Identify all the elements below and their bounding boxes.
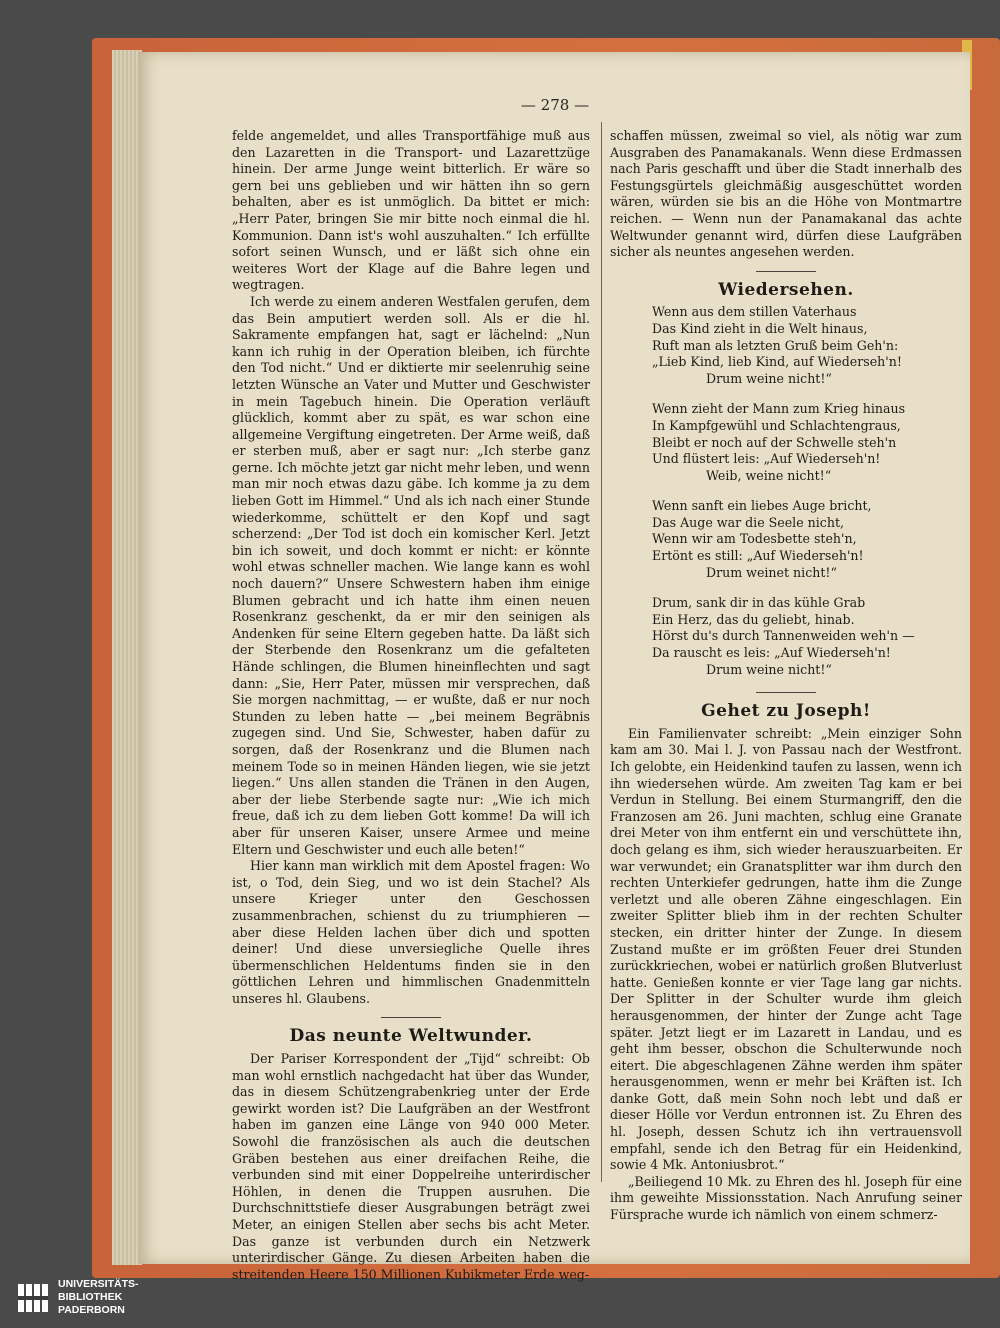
poem-line: Wenn sanft ein liebes Auge bricht,: [652, 498, 872, 514]
paragraph: „Beiliegend 10 Mk. zu Ehren des hl. Joseph für eine ihm geweihte Missionsstation. Nach Anrufung seiner Fürsprache wurde ich nämlich von einem schmerz-: [610, 1173, 962, 1223]
poem-line: Drum weinet nicht!“: [706, 564, 837, 580]
article-heading: Das neunte Weltwunder.: [289, 1026, 533, 1047]
paragraph: schaffen müssen, zweimal so viel, als nötig war zum Ausgraben des Panamakanals. Wenn diese Erdmassen nach Paris geschafft und über die Stadt innerhalb des Festungsgürtels gleichmäßig ausgeschüttet worden wären, würden sie bis an die Höhe von Montmartre reichen. — Wenn nun der Panamakanal das achte Weltwunder genannt wird, dürfen diese Laufgräben sicher als neuntes angesehen werden.: [610, 128, 962, 260]
logo-line: BIBLIOTHEK: [58, 1291, 123, 1303]
page-number: — 278 —: [520, 96, 590, 114]
poem-stanza: [652, 498, 962, 581]
separator: [381, 1017, 441, 1018]
paragraph: Hier kann man wirklich mit dem Apostel fragen: Wo ist, o Tod, dein Sieg, und wo ist dein Stachel? Als unsere Krieger unter den Geschossen zusammenbrachen, schienst du zu triumphieren — aber diese Helden lachen über dich und spotten deiner! Und diese unversiegliche Quelle ihres übermenschlichen Heldentums finden sie in den göttlichen Lehren und himmlischen Gnadenmitteln unseres hl. Glaubens.: [232, 858, 590, 1006]
poem-stanza: [652, 595, 962, 678]
separator: [756, 692, 816, 693]
poem-line: Drum weine nicht!“: [706, 661, 832, 677]
right-column: [610, 128, 962, 1224]
poem-line: Ertönt es still: „Auf Wiederseh'n!: [652, 548, 864, 564]
separator: [756, 271, 816, 272]
poem-line: Weib, weine nicht!“: [706, 467, 832, 483]
logo-line: UNIVERSITÄTS-: [58, 1278, 139, 1290]
poem-line: Da rauscht es leis: „Auf Wiederseh'n!: [652, 645, 891, 661]
poem-line: Wenn aus dem stillen Vaterhaus: [652, 304, 857, 320]
poem-line: Und flüstert leis: „Auf Wiederseh'n!: [652, 451, 881, 467]
poem-line: Ruft man als letzten Gruß beim Geh'n:: [652, 337, 899, 353]
poem-line: Ein Herz, das du geliebt, hinab.: [652, 611, 855, 627]
poem: [652, 304, 962, 678]
paragraph: Ich werde zu einem anderen Westfalen gerufen, dem das Bein amputiert werden soll. Als er die hl. Sakramente empfangen hat, sagt er lächelnd: „Nun kann ich ruhig in der Operation bleiben, ich fürchte den Tod nicht.“ Und er diktierte mir seelenruhig seine letzten Wünsche an Vater und Mutter und Geschwister in mein Tagebuch hinein. Die Operation verläuft glücklich, kommt aber zu spät, es war schon eine allgemeine Vergiftung eingetreten. Der Arme weiß, daß er sterben muß, aber er sagt nur: „Ich sterbe ganz gerne. Ich möchte jetzt gar nicht mehr leben, und wenn man mir noch etwas dazu gäbe. Ich komme ja zu dem lieben Gott im Himmel.“ Und als ich nach einer Stunde wiederkomme, schüttelt er den Kopf und sagt scherzend: „Der Tod ist doch ein komischer Kerl. Jetzt bin ich soweit, und doch kommt er nicht: er könnte wohl etwas schneller machen. Wie lange kann es wohl noch dauern?“ Unsere Schwestern haben ihm einige Blumen gebracht und ich hatte ihm einen neuen Rosenkranz geschenkt, da er mir den seinigen als Andenken für seine Eltern gegeben hatte. Da läßt sich der Sterbende den Rosenkranz um die gefalteten Hände schlingen, die Blumen hineinflechten und sagt dann: „Sie, Herr Pater, müssen mir versprechen, daß Sie morgen nachmittag, — er wußte, daß er nur noch Stunden zu leben hatte — „bei meinem Begräbnis zugegen sind. Und Sie, Schwester, haben dafür zu sorgen, daß der Rosenkranz und die Blumen nach meinem Tode so in meinen Händen liegen, wie sie jetzt liegen.“ Uns allen standen die Tränen in den Augen, aber der liebe Sterbende sagte nur: „Wie ich mich freue, daß ich zu dem lieben Gott komme! Da will ich aber für unseren Kaiser, unsere Armee und meine Eltern und Geschwister und euch alle beten!“: [232, 293, 590, 857]
article-heading: Gehet zu Joseph!: [701, 701, 871, 722]
poem-heading: Wiedersehen.: [718, 279, 854, 300]
poem-line: Das Kind zieht in die Welt hinaus,: [652, 320, 868, 336]
poem-line: Drum, sank dir in das kühle Grab: [652, 595, 866, 611]
column-rule: [601, 122, 602, 1182]
logo-line: PADERBORN: [58, 1304, 125, 1316]
paragraph: Ein Familienvater schreibt: „Mein einziger Sohn kam am 30. Mai l. J. von Passau nach der Westfront. Ich gelobte, ein Heidenkind taufen zu lassen, wenn ich ihn wiedersehen würde. Am zweiten Tag kam er bei Verdun in Stellung. Bei einem Sturmangriff, den die Franzosen am 26. Juni machten, schlug eine Granate drei Meter von ihm entfernt ein und verschüttete ihn, doch gelang es ihm, sich wieder herauszuarbeiten. Er war verwundet; ein Granatsplitter war ihm durch den rechten Unterkiefer gedrungen, hatte ihm die Zunge verletzt und alle oberen Zähne eingeschlagen. Ein zweiter Splitter blieb ihm in der rechten Schulter stecken, ein dritter hinter der Zunge. In diesem Zustand mußte er im größten Feuer drei Stunden zurückkriechen, wobei er natürlich großen Blutverlust hatte. Genießen konnte er vier Tage lang gar nichts. Der Splitter in der Schulter wurde ihm gleich herausgenommen, der hinter der Zunge acht Tage später. Jetzt liegt er im Lazarett in Landau, und es geht ihm besser, obschon die Schulterwunde noch eitert. Die abgeschlagenen Zähne werden ihm später herausgenommen, wenn er mehr bei Kräften ist. Ich danke Gott, daß mein Sohn noch lebt und daß er dieser Hölle vor Verdun entronnen ist. Zu Ehren des hl. Joseph, dessen Schutz ich ihn vertrauensvoll empfahl, sende ich den Betrag für ein Heidenkind, sowie 4 Mk. Antoniusbrot.“: [610, 725, 962, 1173]
library-emblem-icon: [16, 1280, 52, 1316]
poem-line: Hörst du's durch Tannenweiden weh'n —: [652, 628, 915, 644]
poem-stanza: [652, 304, 962, 387]
poem-line: Bleibt er noch auf der Schwelle steh'n: [652, 434, 897, 450]
poem-line: Drum weine nicht!“: [706, 370, 832, 386]
poem-line: Wenn wir am Todesbette steh'n,: [652, 531, 857, 547]
poem-line: In Kampfgewühl und Schlachtengraus,: [652, 417, 901, 433]
library-logo: [16, 1276, 166, 1322]
poem-line: Das Auge war die Seele nicht,: [652, 514, 845, 530]
paragraph: Der Pariser Korrespondent der „Tijd“ schreibt: Ob man wohl ernstlich nachgedacht hat über das Wunder, das in diesem Schützengrabenkrieg unter der Erde gewirkt worden ist? Die Laufgräben an der Westfront haben im ganzen eine Länge von 940 000 Meter. Sowohl die französischen als auch die deutschen Gräben bestehen aus einer dreifachen Reihe, die verbunden sind mit einer Doppelreihe unterirdischer Höhlen, in denen die Truppen ausruhen. Die Durchschnittstiefe dieser Ausgrabungen beträgt zwei Meter, an einigen Stellen aber sechs bis acht Meter. Das ganze ist verbunden durch ein Netzwerk unterirdischer Gänge. Zu diesen Arbeiten haben die streitenden Heere 150 Millionen Kubikmeter Erde weg-: [232, 1051, 590, 1282]
poem-line: Wenn zieht der Mann zum Krieg hinaus: [652, 401, 906, 417]
paragraph: felde angemeldet, und alles Transportfähige muß aus den Lazaretten in die Transport- und Lazarettzüge hinein. Der arme Junge weint bitterlich. Er wäre so gern bei uns geblieben und wir hätten ihn so gern behalten, aber es ist unmöglich. Da bittet er mich: „Herr Pater, bringen Sie mir bitte noch einmal die hl. Kommunion. Dann ist's wohl auszuhalten.“ Ich erfüllte sofort seinen Wunsch, und er läßt sich ohne ein weiteres Wort der Klage auf die Bahre legen und wegtragen.: [232, 128, 590, 293]
library-name: [58, 1278, 139, 1317]
poem-stanza: [652, 401, 962, 484]
left-column: [232, 128, 590, 1283]
poem-line: „Lieb Kind, lieb Kind, auf Wiederseh'n!: [652, 354, 902, 370]
